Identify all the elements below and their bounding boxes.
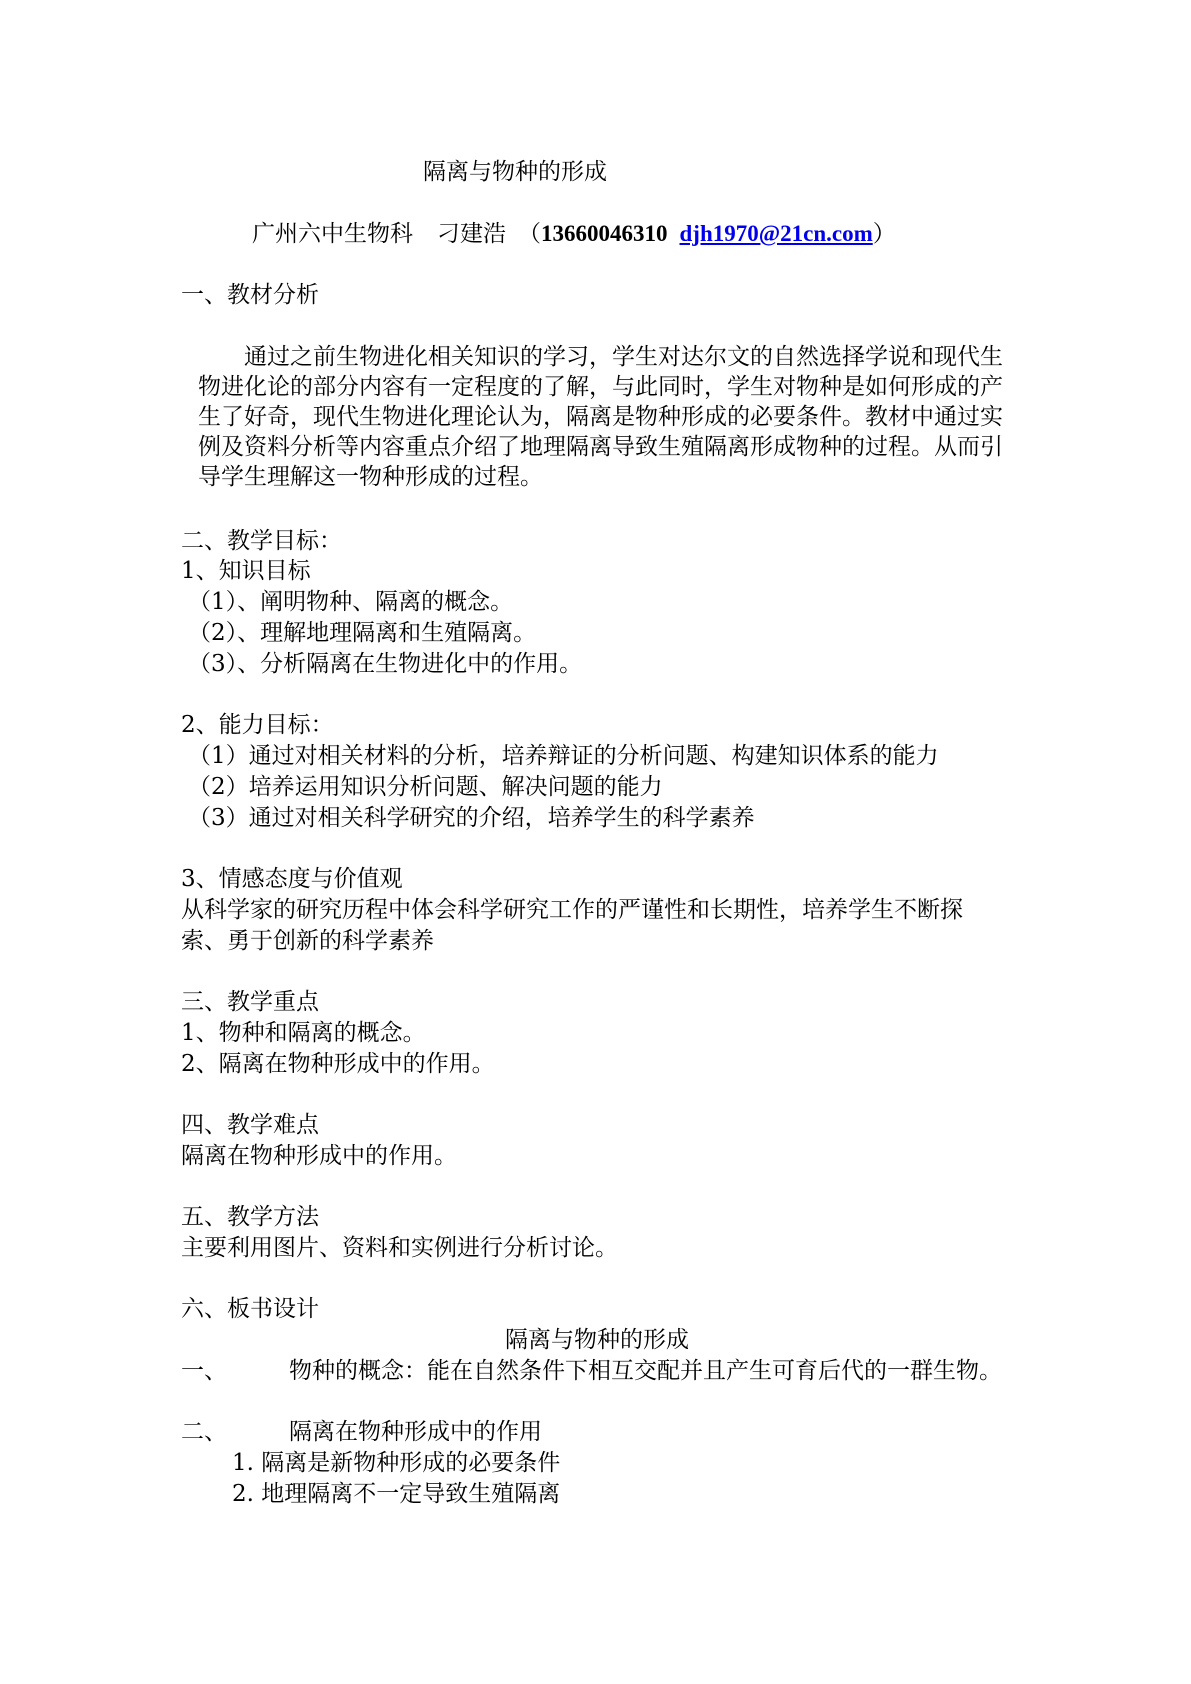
ability-goal-item: （3）通过对相关科学研究的介绍，培养学生的科学素养 bbox=[188, 805, 755, 831]
board-sub-item: 2. 地理隔离不一定导致生殖隔离 bbox=[232, 1481, 561, 1507]
author-affiliation: 广州六中生物科 bbox=[252, 221, 413, 247]
board-point-number: 二、 bbox=[181, 1419, 227, 1445]
section-6-heading: 六、板书设计 bbox=[181, 1296, 319, 1322]
section-4-heading: 四、教学难点 bbox=[181, 1112, 319, 1138]
author-close-paren: ） bbox=[872, 221, 896, 247]
board-point-text: 隔离在物种形成中的作用 bbox=[289, 1419, 542, 1445]
board-point-2 bbox=[181, 1417, 542, 1447]
author-name: 刁建浩 bbox=[437, 221, 506, 247]
board-point-1 bbox=[181, 1356, 1002, 1386]
ability-goal-item: （2）培养运用知识分析问题、解决问题的能力 bbox=[188, 774, 663, 800]
section-1-paragraph bbox=[198, 342, 1018, 492]
key-point-item: 1、物种和隔离的概念。 bbox=[181, 1020, 426, 1046]
knowledge-goal-item: （1）、阐明物种、隔离的概念。 bbox=[188, 589, 514, 615]
document-title: 隔离与物种的形成 bbox=[423, 159, 607, 185]
knowledge-goals-label: 1、知识目标 bbox=[181, 558, 311, 584]
knowledge-goal-item: （3）、分析隔离在生物进化中的作用。 bbox=[188, 651, 583, 677]
author-email-link[interactable]: djh1970@21cn.com bbox=[679, 221, 873, 246]
section-1-paragraph-text: 通过之前生物进化相关知识的学习，学生对达尔文的自然选择学说和现代生物进化论的部分内容有一定程度的了解，与此同时，学生对物种是如何形成的产生了好奇，现代生物进化理论认为，隔离是物种形成的必要条件。教材中通过实例及资料分析等内容重点介绍了地理隔离导致生殖隔离形成物种的过程。从而引导学生理解这一物种形成的过程。 bbox=[198, 344, 1003, 490]
author-open-paren: （ bbox=[518, 221, 541, 247]
ability-goal-item: （1）通过对相关材料的分析，培养辩证的分析问题、构建知识体系的能力 bbox=[188, 743, 939, 769]
emotion-goals-text-line: 索、勇于创新的科学素养 bbox=[181, 928, 434, 954]
key-point-item: 2、隔离在物种形成中的作用。 bbox=[181, 1051, 495, 1077]
section-3-heading: 三、教学重点 bbox=[181, 989, 319, 1015]
board-title: 隔离与物种的形成 bbox=[505, 1327, 689, 1353]
author-phone: 13660046310 bbox=[541, 221, 668, 246]
ability-goals-label: 2、能力目标： bbox=[181, 712, 334, 738]
board-point-number: 一、 bbox=[181, 1358, 227, 1384]
method-text: 主要利用图片、资料和实例进行分析讨论。 bbox=[181, 1235, 618, 1261]
section-5-heading: 五、教学方法 bbox=[181, 1204, 319, 1230]
author-line bbox=[252, 219, 896, 249]
difficulty-text: 隔离在物种形成中的作用。 bbox=[181, 1143, 457, 1169]
board-sub-item: 1. 隔离是新物种形成的必要条件 bbox=[232, 1450, 561, 1476]
emotion-goals-text-line: 从科学家的研究历程中体会科学研究工作的严谨性和长期性，培养学生不断探 bbox=[181, 897, 963, 923]
section-1-heading: 一、教材分析 bbox=[181, 282, 319, 308]
emotion-goals-label: 3、情感态度与价值观 bbox=[181, 866, 403, 892]
board-point-text: 物种的概念：能在自然条件下相互交配并且产生可育后代的一群生物。 bbox=[289, 1358, 1002, 1384]
knowledge-goal-item: （2）、理解地理隔离和生殖隔离。 bbox=[188, 620, 537, 646]
section-2-heading: 二、教学目标： bbox=[181, 528, 342, 554]
